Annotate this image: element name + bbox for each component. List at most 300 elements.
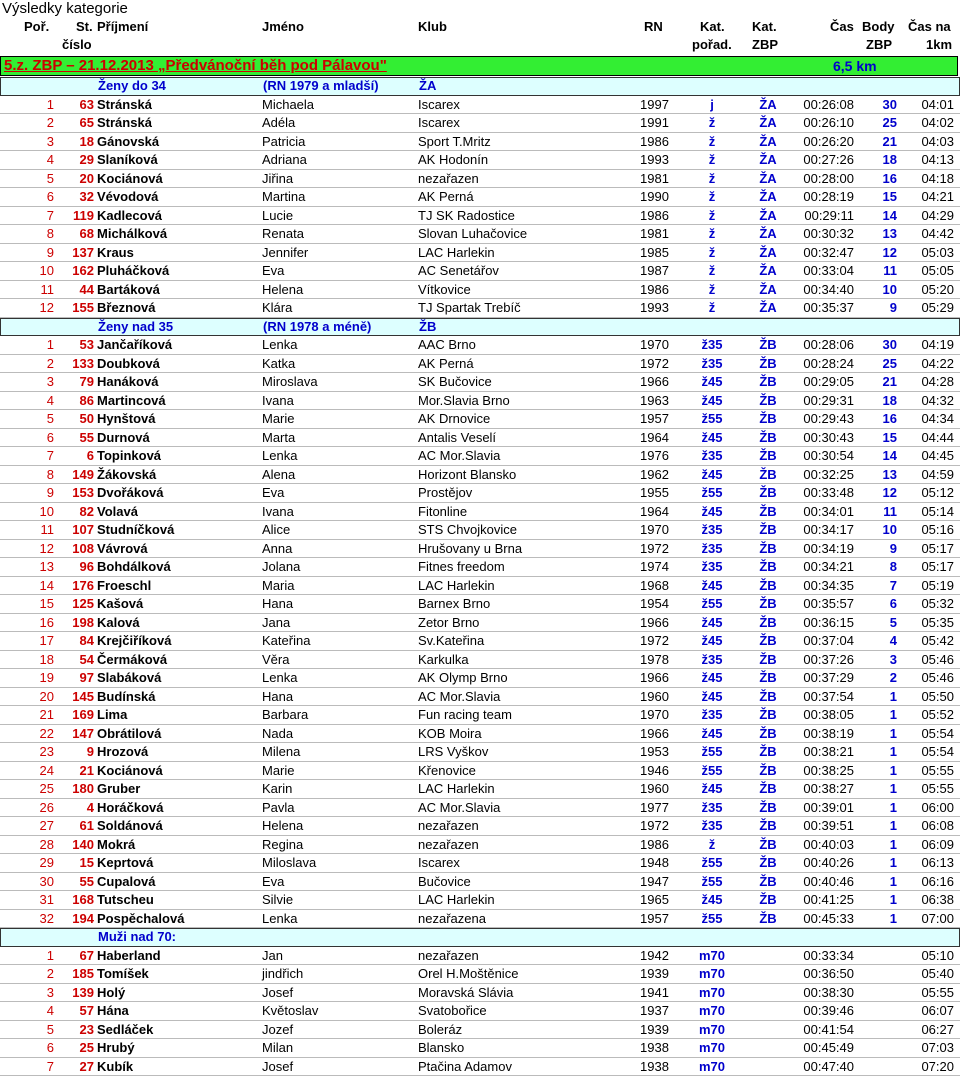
start-number-cell: 194 [72, 910, 94, 926]
surname-cell: Krejčiříková [97, 633, 172, 648]
category-zbp-cell: ŽA [759, 263, 777, 278]
rank-cell: 6 [46, 189, 54, 204]
first-name-cell: Milena [262, 744, 301, 759]
pace-cell: 04:45 [921, 448, 954, 463]
start-number-cell: 57 [79, 1003, 94, 1018]
table-row [0, 836, 960, 855]
time-cell: 00:38:30 [803, 984, 854, 1000]
time-cell: 00:39:01 [803, 799, 854, 815]
rank-cell: 21 [39, 707, 54, 722]
birth-year-cell: 1946 [640, 762, 669, 778]
pace-cell: 05:29 [921, 300, 954, 315]
points-cell: 15 [882, 189, 897, 204]
surname-cell: Kalová [97, 614, 140, 630]
table-row [0, 170, 960, 189]
category-zbp-cell: ŽB [759, 651, 777, 667]
pace-cell: 07:03 [921, 1040, 954, 1055]
first-name-cell: Jozef [262, 1021, 294, 1037]
club-cell: Antalis Veselí [418, 429, 497, 445]
table-row [0, 281, 960, 300]
surname-cell: Cupalová [97, 873, 156, 889]
points-cell: 25 [882, 355, 897, 371]
club-cell: LAC Harlekin [418, 892, 495, 907]
points-cell: 10 [882, 522, 897, 537]
rank-cell: 5 [46, 170, 54, 186]
surname-cell: Stránská [97, 115, 152, 130]
points-cell: 10 [882, 281, 897, 297]
surname-cell: Soldánová [97, 818, 163, 833]
first-name-cell: Kateřina [262, 633, 311, 648]
pace-cell: 04:22 [921, 355, 954, 371]
time-cell: 00:28:24 [803, 355, 854, 371]
pace-cell: 04:01 [921, 96, 954, 112]
surname-cell: Sedláček [97, 1021, 154, 1037]
header-body-sub: ZBP [866, 37, 892, 52]
birth-year-cell: 1993 [640, 152, 669, 167]
surname-cell: Bohdálková [97, 559, 171, 574]
points-cell: 6 [889, 596, 897, 611]
surname-cell: Doubková [97, 355, 160, 371]
points-cell: 1 [889, 688, 897, 704]
rank-cell: 32 [39, 910, 54, 926]
club-cell: TJ Spartak Trebíč [418, 300, 521, 315]
pace-cell: 04:18 [921, 170, 954, 186]
surname-cell: Březnová [97, 300, 156, 315]
start-number-cell: 145 [72, 688, 94, 704]
birth-year-cell: 1991 [640, 115, 669, 130]
start-number-cell: 137 [72, 244, 94, 260]
category-organizer-cell: ž [708, 244, 716, 260]
rank-cell: 18 [39, 651, 54, 667]
table-header [0, 18, 960, 56]
category-organizer-cell: ž55 [701, 855, 723, 870]
birth-year-cell: 1986 [640, 207, 669, 223]
points-cell: 16 [882, 170, 897, 186]
birth-year-cell: 1968 [640, 577, 669, 593]
first-name-cell: Marie [262, 762, 295, 778]
category-organizer-cell: ž35 [701, 337, 723, 352]
birth-year-cell: 1964 [640, 429, 669, 445]
club-cell: Barnex Brno [418, 596, 491, 611]
pace-cell: 07:20 [921, 1058, 954, 1074]
table-row [0, 965, 960, 984]
section-header [0, 77, 960, 96]
points-cell: 11 [883, 503, 897, 519]
table-row [0, 207, 960, 226]
surname-cell: Durnová [97, 429, 150, 445]
pace-cell: 04:19 [921, 337, 954, 352]
birth-year-cell: 1966 [640, 374, 669, 389]
club-cell: Fitnes freedom [418, 559, 505, 574]
rank-cell: 17 [39, 633, 54, 648]
time-cell: 00:39:51 [803, 818, 854, 833]
pace-cell: 05:19 [921, 577, 954, 593]
birth-year-cell: 1985 [640, 244, 669, 260]
surname-cell: Pospěchalová [97, 910, 185, 926]
rank-cell: 27 [39, 818, 54, 833]
first-name-cell: Josef [262, 984, 294, 1000]
rank-cell: 31 [39, 892, 54, 907]
category-organizer-cell: ž45 [701, 503, 723, 519]
points-cell: 11 [883, 263, 897, 278]
points-cell: 12 [882, 244, 897, 260]
category-organizer-cell: ž35 [701, 448, 723, 463]
category-zbp-cell: ŽB [759, 466, 777, 482]
start-number-cell: 61 [79, 818, 94, 833]
category-organizer-cell: ž55 [701, 762, 723, 778]
pace-cell: 04:42 [921, 226, 954, 241]
race-distance: 6,5 km [833, 58, 877, 74]
points-cell: 7 [889, 577, 897, 593]
birth-year-cell: 1942 [640, 947, 669, 963]
category-organizer-cell: ž45 [701, 374, 723, 389]
time-cell: 00:26:20 [803, 133, 854, 149]
category-zbp-cell: ŽA [759, 152, 777, 167]
club-cell: AK Drnovice [418, 411, 491, 426]
time-cell: 00:33:34 [803, 947, 854, 963]
category-zbp-cell: ŽB [759, 448, 777, 463]
time-cell: 00:34:17 [803, 522, 854, 537]
table-row [0, 392, 960, 411]
time-cell: 00:40:46 [803, 873, 854, 889]
rank-cell: 2 [46, 115, 54, 130]
surname-cell: Hynštová [97, 411, 156, 426]
time-cell: 00:40:03 [803, 836, 854, 852]
pace-cell: 05:40 [921, 966, 954, 981]
time-cell: 00:41:54 [803, 1021, 854, 1037]
category-zbp-cell: ŽB [759, 762, 777, 778]
points-cell: 1 [889, 725, 897, 741]
pace-cell: 05:55 [921, 781, 954, 796]
category-zbp-cell: ŽB [759, 855, 777, 870]
time-cell: 00:34:35 [803, 577, 854, 593]
rank-cell: 7 [46, 1058, 54, 1074]
time-cell: 00:34:21 [803, 559, 854, 574]
category-zbp-cell: ŽB [759, 892, 777, 907]
surname-cell: Hrozová [97, 744, 149, 759]
points-cell: 1 [889, 910, 897, 926]
club-cell: LAC Harlekin [418, 577, 495, 593]
table-row [0, 743, 960, 762]
header-body: Body [862, 19, 895, 34]
category-organizer-cell: ž [708, 226, 716, 241]
table-row [0, 244, 960, 263]
header-cas-na: Čas na [908, 19, 951, 34]
pace-cell: 05:03 [921, 244, 954, 260]
start-number-cell: 108 [72, 540, 94, 556]
category-zbp-cell: ŽB [759, 744, 777, 759]
rank-cell: 8 [46, 466, 54, 482]
surname-cell: Kraus [97, 244, 134, 260]
first-name-cell: Regina [262, 836, 304, 852]
table-row [0, 984, 960, 1003]
club-cell: Sv.Kateřina [418, 633, 485, 648]
pace-cell: 04:59 [921, 466, 954, 482]
points-cell: 8 [889, 559, 897, 574]
birth-year-cell: 1972 [640, 818, 669, 833]
header-kat-poradatel: Kat. [700, 19, 725, 34]
points-cell: 3 [889, 651, 897, 667]
category-organizer-cell: ž45 [701, 688, 723, 704]
category-organizer-cell: ž45 [701, 670, 723, 685]
club-cell: TJ SK Radostice [418, 207, 515, 223]
birth-year-cell: 1970 [640, 337, 669, 352]
time-cell: 00:34:40 [803, 281, 854, 297]
start-number-cell: 176 [72, 577, 94, 593]
birth-year-cell: 1972 [640, 633, 669, 648]
rank-cell: 10 [39, 263, 54, 278]
pace-cell: 06:38 [921, 892, 954, 907]
pace-cell: 06:08 [921, 818, 954, 833]
pace-cell: 05:46 [921, 670, 954, 685]
club-cell: Sport T.Mritz [418, 133, 491, 149]
header-klub: Klub [418, 19, 447, 34]
category-organizer-cell: ž [708, 300, 716, 315]
results-table [0, 77, 960, 1076]
start-number-cell: 153 [72, 485, 94, 500]
table-row [0, 447, 960, 466]
start-number-cell: 32 [79, 189, 94, 204]
points-cell: 18 [882, 392, 897, 408]
category-organizer-cell: ž [708, 133, 716, 149]
category-organizer-cell: ž35 [701, 540, 723, 556]
first-name-cell: Květoslav [262, 1003, 319, 1018]
section-name: Ženy nad 35 [98, 318, 174, 334]
surname-cell: Budínská [97, 688, 156, 704]
table-row [0, 114, 960, 133]
category-zbp-cell: ŽB [759, 355, 777, 371]
table-row [0, 151, 960, 170]
surname-cell: Slabáková [97, 670, 162, 685]
start-number-cell: 6 [86, 448, 94, 463]
start-number-cell: 63 [79, 96, 94, 112]
surname-cell: Kociánová [97, 762, 163, 778]
first-name-cell: Hana [262, 596, 294, 611]
first-name-cell: Jana [262, 614, 291, 630]
category-zbp-cell: ŽB [759, 781, 777, 796]
first-name-cell: Miroslava [262, 374, 318, 389]
birth-year-cell: 1978 [640, 651, 669, 667]
pace-cell: 04:34 [921, 411, 954, 426]
birth-year-cell: 1937 [640, 1003, 669, 1018]
table-row [0, 558, 960, 577]
start-number-cell: 67 [79, 947, 94, 963]
club-cell: LAC Harlekin [418, 244, 495, 260]
club-cell: Orel H.Moštěnice [418, 966, 519, 981]
birth-year-cell: 1966 [640, 725, 669, 741]
pace-cell: 05:14 [921, 503, 954, 519]
category-organizer-cell: ž45 [701, 633, 723, 648]
first-name-cell: Marie [262, 411, 295, 426]
category-zbp-cell: ŽB [759, 614, 777, 630]
table-row [0, 225, 960, 244]
table-row [0, 96, 960, 115]
category-zbp-cell: ŽB [759, 836, 777, 852]
category-organizer-cell: m70 [698, 1040, 726, 1055]
category-organizer-cell: ž35 [701, 707, 723, 722]
table-row [0, 540, 960, 559]
category-organizer-cell: ž [708, 170, 716, 186]
pace-cell: 07:00 [921, 910, 954, 926]
table-row [0, 1058, 960, 1077]
club-cell: Karkulka [418, 651, 469, 667]
time-cell: 00:33:04 [803, 263, 854, 278]
rank-cell: 29 [39, 855, 54, 870]
surname-cell: Holý [97, 984, 126, 1000]
table-row [0, 817, 960, 836]
time-cell: 00:41:25 [803, 892, 854, 907]
category-zbp-cell: ŽA [759, 281, 777, 297]
surname-cell: Kašová [97, 596, 144, 611]
table-row [0, 1021, 960, 1040]
club-cell: nezařazena [418, 910, 486, 926]
rank-cell: 11 [40, 522, 54, 537]
category-organizer-cell: m70 [698, 1003, 726, 1018]
first-name-cell: Renata [262, 226, 304, 241]
first-name-cell: Hana [262, 688, 294, 704]
table-row [0, 503, 960, 522]
club-cell: AK Olymp Brno [418, 670, 508, 685]
category-zbp-cell: ŽB [759, 873, 777, 889]
table-row [0, 799, 960, 818]
first-name-cell: jindřich [262, 966, 304, 981]
rank-cell: 8 [46, 226, 54, 241]
first-name-cell: Jennifer [262, 244, 309, 260]
birth-year-cell: 1947 [640, 873, 669, 889]
pace-cell: 06:09 [921, 836, 954, 852]
time-cell: 00:26:08 [803, 96, 854, 112]
category-organizer-cell: ž45 [701, 466, 723, 482]
first-name-cell: Helena [262, 818, 304, 833]
rank-cell: 30 [39, 873, 54, 889]
pace-cell: 05:46 [921, 651, 954, 667]
surname-cell: Hanáková [97, 374, 159, 389]
surname-cell: Kadlecová [97, 207, 163, 223]
birth-year-cell: 1986 [640, 281, 669, 297]
club-cell: LAC Harlekin [418, 781, 495, 796]
rank-cell: 4 [46, 152, 54, 167]
club-cell: nezařazen [418, 818, 479, 833]
start-number-cell: 21 [79, 762, 94, 778]
category-zbp-cell: ŽA [759, 170, 777, 186]
table-row [0, 484, 960, 503]
first-name-cell: Silvie [262, 892, 294, 907]
points-cell: 1 [889, 855, 897, 870]
points-cell: 2 [889, 670, 897, 685]
points-cell: 15 [882, 429, 897, 445]
category-zbp-cell: ŽB [759, 485, 777, 500]
birth-year-cell: 1997 [640, 96, 669, 112]
start-number-cell: 96 [79, 559, 94, 574]
pace-cell: 04:21 [921, 189, 954, 204]
club-cell: AC Mor.Slavia [418, 688, 501, 704]
start-number-cell: 119 [73, 207, 94, 223]
table-row [0, 614, 960, 633]
category-zbp-cell: ŽA [759, 96, 777, 112]
rank-cell: 4 [46, 392, 54, 408]
category-organizer-cell: ž55 [701, 596, 723, 611]
time-cell: 00:34:19 [803, 540, 854, 556]
first-name-cell: Lenka [262, 337, 298, 352]
pace-cell: 04:29 [921, 207, 954, 223]
rank-cell: 6 [46, 1040, 54, 1055]
table-row [0, 688, 960, 707]
club-cell: Iscarex [418, 96, 460, 112]
birth-year-cell: 1962 [640, 466, 669, 482]
table-row [0, 910, 960, 929]
time-cell: 00:32:47 [803, 244, 854, 260]
birth-year-cell: 1955 [640, 485, 669, 500]
surname-cell: Tutscheu [97, 892, 154, 907]
pace-cell: 05:16 [921, 522, 954, 537]
rank-cell: 1 [46, 96, 54, 112]
start-number-cell: 140 [72, 836, 94, 852]
header-jmeno: Jméno [262, 19, 304, 34]
birth-year-cell: 1986 [640, 836, 669, 852]
category-zbp-cell: ŽA [759, 133, 777, 149]
time-cell: 00:30:54 [803, 448, 854, 463]
section-range: (RN 1978 a méně) [263, 318, 372, 334]
pace-cell: 05:10 [921, 947, 954, 963]
points-cell: 25 [882, 115, 897, 130]
pace-cell: 04:32 [921, 392, 954, 408]
category-organizer-cell: m70 [698, 1058, 726, 1074]
start-number-cell: 65 [79, 115, 94, 130]
club-cell: AAC Brno [418, 337, 476, 352]
birth-year-cell: 1957 [640, 910, 669, 926]
rank-cell: 16 [39, 614, 54, 630]
time-cell: 00:37:04 [803, 633, 854, 648]
category-organizer-cell: m70 [698, 984, 726, 1000]
birth-year-cell: 1939 [640, 1021, 669, 1037]
pace-cell: 05:42 [921, 633, 954, 648]
first-name-cell: Michaela [262, 96, 315, 112]
club-cell: KOB Moira [418, 725, 482, 741]
rank-cell: 10 [39, 503, 54, 519]
time-cell: 00:40:26 [803, 855, 854, 870]
start-number-cell: 29 [79, 152, 94, 167]
first-name-cell: Eva [262, 485, 285, 500]
pace-cell: 05:54 [921, 725, 954, 741]
first-name-cell: Klára [262, 300, 293, 315]
start-number-cell: 20 [79, 170, 94, 186]
category-organizer-cell: ž35 [701, 799, 723, 815]
points-cell: 13 [882, 226, 897, 241]
table-row [0, 299, 960, 318]
header-prijmeni: Příjmení [97, 19, 149, 34]
start-number-cell: 68 [79, 226, 94, 241]
time-cell: 00:27:26 [803, 152, 854, 167]
category-organizer-cell: ž55 [701, 485, 723, 500]
category-organizer-cell: ž45 [701, 429, 723, 445]
points-cell: 18 [882, 152, 897, 167]
table-row [0, 466, 960, 485]
category-organizer-cell: ž [708, 836, 716, 852]
birth-year-cell: 1970 [640, 522, 669, 537]
birth-year-cell: 1948 [640, 855, 669, 870]
club-cell: Fun racing team [418, 707, 512, 722]
first-name-cell: Nada [262, 725, 294, 741]
rank-cell: 28 [39, 836, 54, 852]
category-organizer-cell: ž45 [701, 892, 723, 907]
first-name-cell: Pavla [262, 799, 295, 815]
category-zbp-cell: ŽB [759, 559, 777, 574]
points-cell: 1 [889, 707, 897, 722]
first-name-cell: Milan [262, 1040, 294, 1055]
time-cell: 00:35:37 [803, 300, 854, 315]
rank-cell: 6 [46, 429, 54, 445]
pace-cell: 05:55 [921, 984, 954, 1000]
